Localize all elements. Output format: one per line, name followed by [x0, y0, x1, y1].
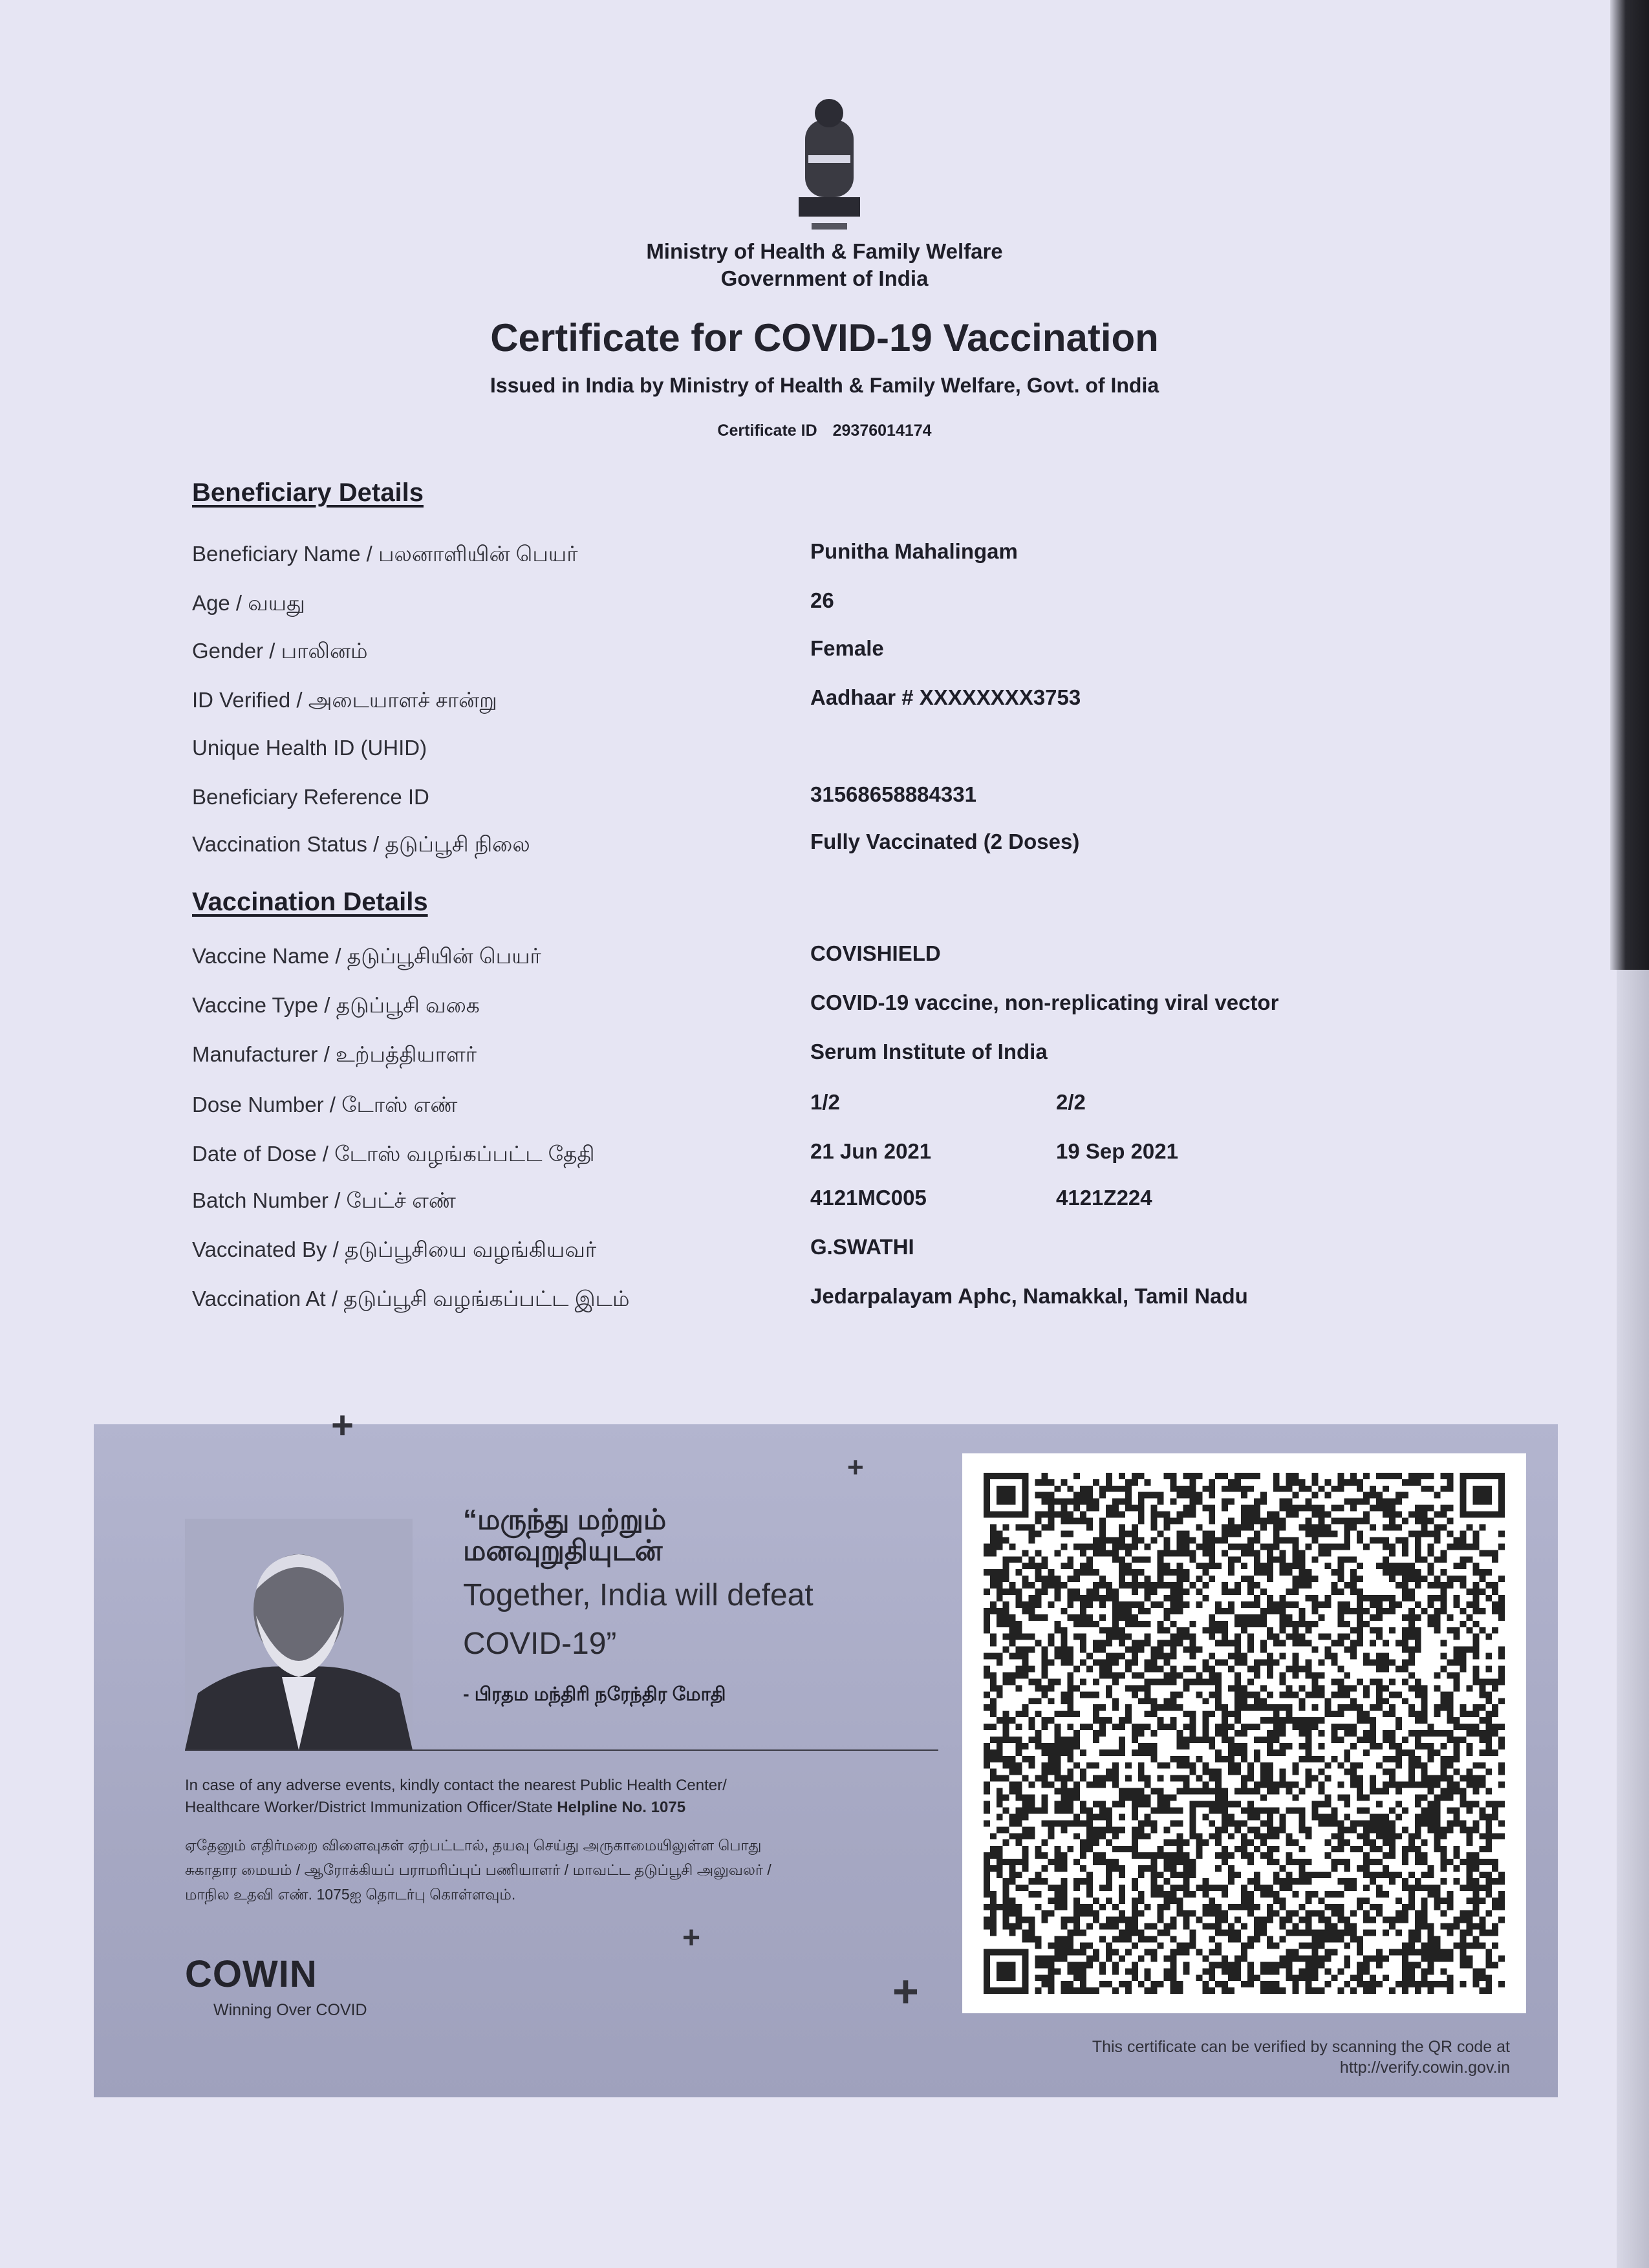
vaccination-label: Date of Dose / டோஸ் வழங்கப்பட்ட தேதி [192, 1142, 595, 1166]
beneficiary-label: Unique Health ID (UHID) [192, 736, 427, 760]
divider [185, 1749, 938, 1751]
vaccination-value-dose-2: 19 Sep 2021 [1056, 1139, 1178, 1163]
plus-icon: + [847, 1451, 864, 1483]
beneficiary-value: 26 [810, 588, 834, 612]
page-subtitle: Issued in India by Ministry of Health & Family Welfare, Govt. of India [490, 374, 1159, 397]
verify-note [970, 2037, 1510, 2078]
plus-icon: + [892, 1966, 919, 2017]
beneficiary-label: Vaccination Status / தடுப்பூசி நிலை [192, 832, 530, 856]
beneficiary-label: Beneficiary Reference ID [192, 785, 429, 809]
vaccination-value-dose-2: 2/2 [1056, 1090, 1086, 1114]
certificate-id-value: 29376014174 [832, 422, 932, 440]
notice-tamil-line-2: சுகாதார மையம் / ஆரோக்கியப் பராமரிப்புப் பணியாளர் / மாவட்ட தடுப்பூசி அலுவலர் / [185, 1861, 771, 1878]
cowin-tagline: Winning Over COVID [213, 2001, 367, 2019]
prime-minister-photo [185, 1519, 413, 1750]
qr-finder-pattern [984, 1473, 1029, 1518]
page-title: Certificate for COVID-19 Vaccination [490, 316, 1159, 359]
vaccination-label: Vaccine Type / தடுப்பூசி வகை [192, 993, 480, 1017]
adverse-events-notice [185, 1775, 727, 1819]
helpline-number: Helpline No. 1075 [557, 1799, 686, 1816]
quote-tamil-line-1: “மருந்து மற்றும் [463, 1504, 667, 1535]
notice-tamil-line-1: ஏதேனும் எதிர்மறை விளைவுகள் ஏற்பட்டால், தயவு செய்து அருகாமையிலுள்ள பொது [185, 1837, 762, 1854]
certificate-id [0, 422, 1649, 440]
vaccination-value: Jedarpalayam Aphc, Namakkal, Tamil Nadu [810, 1284, 1248, 1308]
vaccination-value-dose-2: 4121Z224 [1056, 1186, 1152, 1210]
ministry-name [0, 238, 1649, 292]
vaccination-label: Vaccine Name / தடுப்பூசியின் பெயர் [192, 944, 541, 968]
quote-tamil-line-2: மனவுறுதியுடன் [463, 1535, 663, 1567]
vaccination-value: 1/2 [810, 1090, 840, 1114]
vaccination-value: Serum Institute of India [810, 1040, 1048, 1064]
quote-attribution: - பிரதம மந்திரி நரேந்திர மோதி [463, 1684, 726, 1705]
notice-line-2: Healthcare Worker/District Immunization Officer/State [185, 1799, 557, 1816]
government-line: Government of India [720, 266, 929, 290]
beneficiary-value: Punitha Mahalingam [810, 539, 1018, 563]
national-emblem-icon [786, 94, 873, 239]
beneficiary-label: Age / வயது [192, 591, 305, 615]
vaccination-heading: Vaccination Details [192, 888, 428, 916]
notice-tamil-line-3: மாநில உதவி எண். 1075ஐ தொடர்பு கொள்ளவும். [185, 1886, 516, 1903]
beneficiary-label: Gender / பாலினம் [192, 639, 368, 663]
adverse-events-notice-tamil [185, 1833, 771, 1907]
beneficiary-value: Female [810, 636, 884, 660]
plus-icon: + [331, 1404, 354, 1447]
certificate-id-label: Certificate ID [717, 422, 817, 440]
verify-url[interactable]: http://verify.cowin.gov.in [1339, 2059, 1510, 2077]
quote-english-line-2: COVID-19” [463, 1627, 617, 1661]
vaccination-label: Vaccination At / தடுப்பூசி வழங்கப்பட்ட இடம் [192, 1287, 630, 1311]
qr-finder-pattern [984, 1949, 1029, 1994]
scan-edge-shadow [1610, 0, 1649, 970]
vaccination-label: Manufacturer / உற்பத்தியாளர் [192, 1042, 477, 1066]
vaccination-value: 4121MC005 [810, 1186, 927, 1210]
plus-icon: + [682, 1921, 701, 1955]
vaccination-value: COVID-19 vaccine, non-replicating viral vector [810, 990, 1279, 1014]
beneficiary-value: Aadhaar # XXXXXXXX3753 [810, 685, 1081, 709]
qr-finder-pattern [1460, 1473, 1505, 1518]
vaccination-label: Dose Number / டோஸ் எண் [192, 1093, 458, 1117]
scan-edge [1617, 970, 1649, 2268]
cowin-logo: COWIN [185, 1953, 318, 1995]
verification-qr-code[interactable] [962, 1453, 1526, 2013]
quote-english-line-1: Together, India will defeat [463, 1578, 814, 1612]
ministry-line: Ministry of Health & Family Welfare [646, 239, 1003, 263]
beneficiary-value: Fully Vaccinated (2 Doses) [810, 829, 1080, 853]
beneficiary-value: 31568658884331 [810, 782, 976, 806]
vaccination-value: G.SWATHI [810, 1235, 914, 1259]
notice-line-1: In case of any adverse events, kindly contact the nearest Public Health Center/ [185, 1777, 727, 1794]
beneficiary-label: ID Verified / அடையாளச் சான்று [192, 688, 497, 712]
beneficiary-heading: Beneficiary Details [192, 478, 424, 507]
vaccination-value: 21 Jun 2021 [810, 1139, 932, 1163]
beneficiary-label: Beneficiary Name / பலனாளியின் பெயர் [192, 542, 578, 566]
verify-note-line: This certificate can be verified by scanning the QR code at [1092, 2038, 1510, 2056]
vaccination-label: Vaccinated By / தடுப்பூசியை வழங்கியவர் [192, 1237, 597, 1261]
qr-modules [984, 1473, 1505, 1994]
vaccination-label: Batch Number / பேட்ச் எண் [192, 1188, 456, 1212]
vaccination-value: COVISHIELD [810, 941, 941, 965]
